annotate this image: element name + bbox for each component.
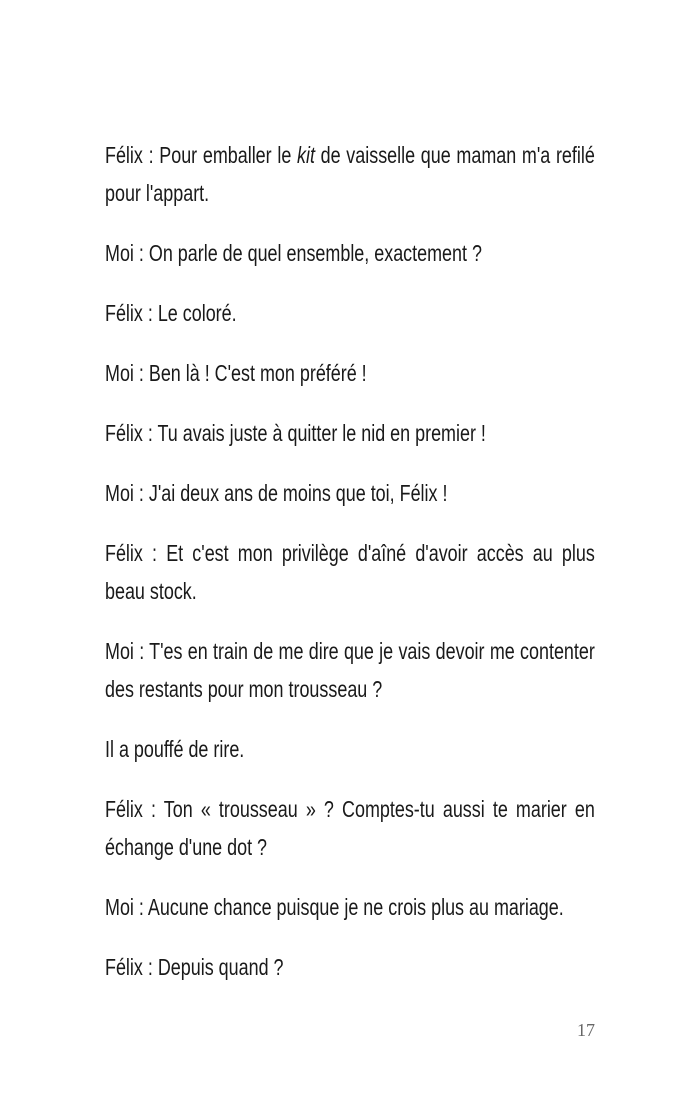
italic-word: kit	[297, 142, 315, 168]
dialogue-line: Moi : Aucune chance puisque je ne crois plus au mariage.	[105, 894, 564, 920]
dialogue-line: Félix : Ton « trousseau » ? Comptes-tu aussi te marier en échange d'une dot ?	[105, 796, 595, 860]
dialogue-line	[105, 136, 595, 212]
narration-line: Il a pouffé de rire.	[105, 736, 245, 762]
dialogue-line: Moi : J'ai deux ans de moins que toi, Félix !	[105, 480, 448, 506]
page-number: 17	[577, 1020, 595, 1040]
dialogue-line: Moi : Ben là ! C'est mon préféré !	[105, 360, 367, 386]
dialogue-line: Moi : On parle de quel ensemble, exactement ?	[105, 240, 482, 266]
dialogue-line: Moi : T'es en train de me dire que je vais devoir me contenter des restants pour mon trousseau ?	[105, 638, 595, 702]
dialogue-line: Félix : Le coloré.	[105, 300, 237, 326]
dialogue-line: Félix : Tu avais juste à quitter le nid en premier !	[105, 420, 486, 446]
dialogue-line: Félix : Et c'est mon privilège d'aîné d'avoir accès au plus beau stock.	[105, 540, 595, 604]
text-segment: de vaisselle que maman m'a refilé pour l'appart.	[105, 142, 595, 206]
dialogue-line: Félix : Depuis quand ?	[105, 954, 284, 980]
text-segment: Félix : Pour emballer le	[105, 142, 298, 168]
page-body	[105, 136, 595, 1008]
